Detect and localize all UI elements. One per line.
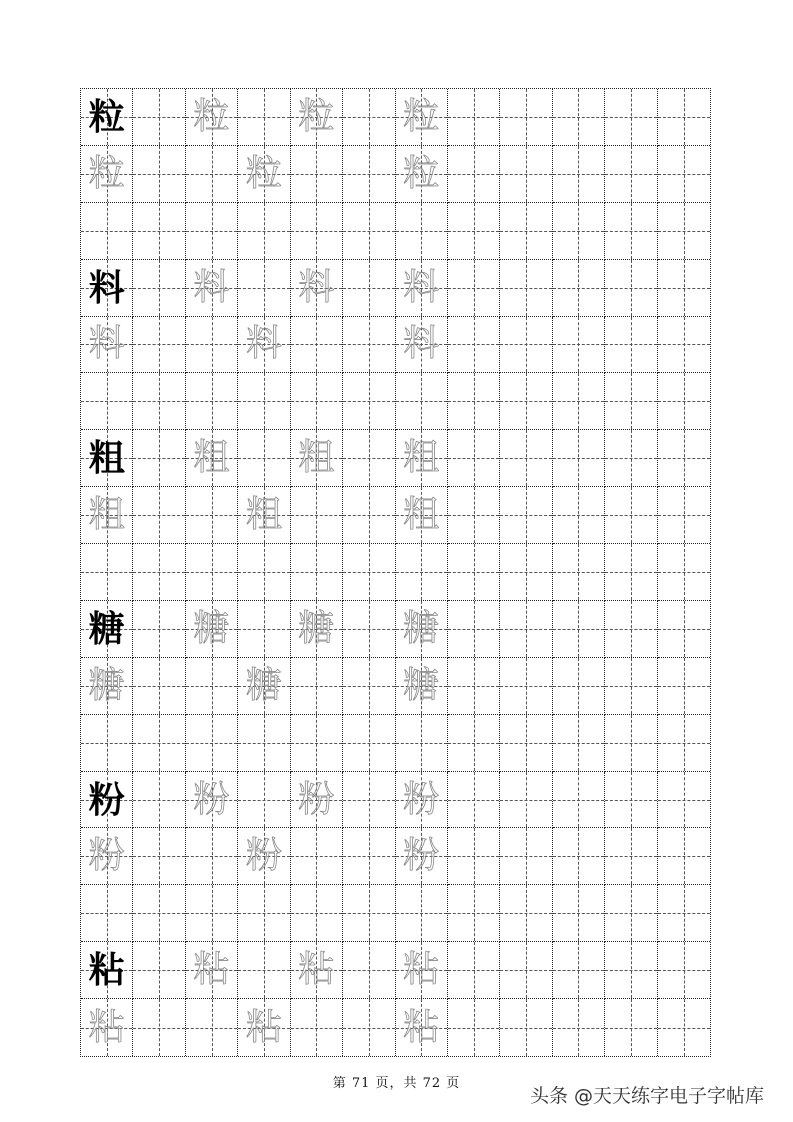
grid-cell — [605, 430, 657, 487]
grid-cell — [81, 487, 133, 544]
model-character: 粘 — [88, 949, 125, 992]
grid-cell — [396, 430, 448, 487]
trace-character: 粒 — [193, 95, 230, 137]
grid-cell — [396, 999, 448, 1056]
grid-cell — [605, 658, 657, 715]
grid-cell — [605, 601, 657, 658]
grid-cell — [343, 828, 395, 885]
grid-cell — [605, 317, 657, 374]
trace-character: 粗 — [193, 437, 230, 479]
trace-character: 粉 — [403, 835, 440, 877]
grid-cell — [238, 885, 290, 942]
grid-cell — [186, 658, 238, 715]
trace-character: 粗 — [403, 494, 440, 536]
grid-cell — [133, 487, 185, 544]
grid-cell — [238, 999, 290, 1056]
grid-cell — [396, 317, 448, 374]
practice-grid — [80, 88, 711, 1057]
grid-cell — [238, 658, 290, 715]
trace-character: 糖 — [193, 607, 230, 649]
grid-cell — [186, 885, 238, 942]
trace-character: 粘 — [403, 1006, 440, 1048]
grid-cell — [186, 544, 238, 601]
grid-cell — [396, 544, 448, 601]
grid-cell — [396, 772, 448, 829]
trace-character: 粒 — [245, 152, 282, 194]
grid-cell — [448, 146, 500, 203]
grid-cell — [605, 772, 657, 829]
grid-cell — [605, 715, 657, 772]
model-character: 粉 — [88, 778, 125, 821]
grid-cell — [81, 601, 133, 658]
grid-cell — [658, 942, 710, 999]
trace-character: 粘 — [298, 949, 335, 991]
grid-cell — [448, 601, 500, 658]
grid-cell — [448, 658, 500, 715]
grid-cell — [186, 430, 238, 487]
grid-cell — [396, 373, 448, 430]
grid-cell — [238, 828, 290, 885]
grid-cell — [291, 317, 343, 374]
grid-cell — [238, 544, 290, 601]
grid-cell — [500, 885, 552, 942]
grid-cell — [238, 772, 290, 829]
grid-cell — [448, 885, 500, 942]
model-character: 粗 — [88, 437, 125, 480]
grid-cell — [291, 601, 343, 658]
grid-cell — [553, 373, 605, 430]
grid-cell — [133, 203, 185, 260]
grid-cell — [133, 373, 185, 430]
grid-cell — [343, 487, 395, 544]
grid-cell — [81, 146, 133, 203]
grid-cell — [500, 373, 552, 430]
trace-character: 糖 — [88, 664, 125, 706]
grid-cell — [133, 89, 185, 146]
grid-cell — [238, 373, 290, 430]
grid-cell — [396, 885, 448, 942]
grid-cell — [81, 373, 133, 430]
grid-cell — [658, 999, 710, 1056]
grid-cell — [500, 317, 552, 374]
grid-cell — [500, 715, 552, 772]
grid-cell — [343, 430, 395, 487]
trace-character: 糖 — [298, 607, 335, 649]
grid-cell — [133, 999, 185, 1056]
grid-cell — [605, 260, 657, 317]
trace-character: 料 — [403, 266, 440, 308]
grid-cell — [605, 828, 657, 885]
grid-cell — [81, 828, 133, 885]
grid-cell — [186, 487, 238, 544]
trace-character: 粉 — [88, 835, 125, 877]
grid-cell — [448, 544, 500, 601]
grid-cell — [605, 885, 657, 942]
grid-cell — [553, 885, 605, 942]
grid-cell — [81, 658, 133, 715]
grid-cell — [238, 715, 290, 772]
grid-cell — [343, 601, 395, 658]
grid-cell — [605, 999, 657, 1056]
grid-cell — [658, 146, 710, 203]
grid-cell — [553, 487, 605, 544]
grid-cell — [553, 601, 605, 658]
grid-cell — [448, 772, 500, 829]
grid-cell — [448, 373, 500, 430]
grid-cell — [553, 772, 605, 829]
grid-cell — [605, 89, 657, 146]
grid-cell — [343, 999, 395, 1056]
grid-cell — [658, 828, 710, 885]
grid-cell — [553, 146, 605, 203]
grid-cell — [81, 942, 133, 999]
trace-character: 料 — [88, 323, 125, 365]
grid-cell — [500, 430, 552, 487]
grid-cell — [448, 999, 500, 1056]
trace-character: 粗 — [88, 494, 125, 536]
grid-cell — [133, 942, 185, 999]
grid-cell — [658, 544, 710, 601]
model-character: 粒 — [88, 95, 125, 138]
trace-character: 糖 — [403, 607, 440, 649]
grid-cell — [658, 487, 710, 544]
trace-character: 粒 — [403, 152, 440, 194]
grid-cell — [396, 658, 448, 715]
grid-cell — [396, 828, 448, 885]
grid-cell — [343, 260, 395, 317]
grid-cell — [343, 146, 395, 203]
grid-cell — [186, 942, 238, 999]
grid-cell — [553, 942, 605, 999]
trace-character: 粉 — [403, 778, 440, 820]
grid-cell — [186, 146, 238, 203]
trace-character: 粘 — [403, 949, 440, 991]
grid-cell — [500, 203, 552, 260]
grid-cell — [658, 89, 710, 146]
grid-cell — [500, 601, 552, 658]
grid-cell — [500, 658, 552, 715]
grid-cell — [396, 260, 448, 317]
grid-cell — [448, 317, 500, 374]
trace-character: 粉 — [298, 778, 335, 820]
grid-cell — [186, 772, 238, 829]
grid-cell — [343, 203, 395, 260]
grid-cell — [81, 715, 133, 772]
trace-character: 粉 — [245, 835, 282, 877]
grid-cell — [238, 942, 290, 999]
grid-cell — [291, 203, 343, 260]
grid-cell — [81, 885, 133, 942]
grid-cell — [605, 373, 657, 430]
grid-cell — [658, 317, 710, 374]
grid-cell — [81, 317, 133, 374]
grid-cell — [186, 89, 238, 146]
grid-cell — [291, 544, 343, 601]
grid-cell — [291, 89, 343, 146]
grid-cell — [81, 430, 133, 487]
grid-cell — [448, 828, 500, 885]
grid-cell — [605, 203, 657, 260]
grid-cell — [133, 715, 185, 772]
grid-cell — [238, 601, 290, 658]
model-character: 糖 — [88, 607, 125, 650]
grid-cell — [658, 772, 710, 829]
grid-cell — [343, 658, 395, 715]
grid-cell — [186, 828, 238, 885]
grid-cell — [553, 715, 605, 772]
grid-cell — [658, 203, 710, 260]
grid-cell — [343, 885, 395, 942]
grid-cell — [133, 658, 185, 715]
grid-cell — [448, 89, 500, 146]
grid-cell — [81, 772, 133, 829]
grid-cell — [658, 658, 710, 715]
grid-cell — [291, 999, 343, 1056]
grid-cell — [133, 885, 185, 942]
grid-cell — [448, 942, 500, 999]
grid-cell — [343, 715, 395, 772]
trace-character: 料 — [403, 323, 440, 365]
grid-cell — [291, 146, 343, 203]
trace-character: 粉 — [193, 778, 230, 820]
grid-cell — [291, 772, 343, 829]
grid-cell — [396, 203, 448, 260]
grid-cell — [605, 942, 657, 999]
grid-cell — [291, 260, 343, 317]
grid-cell — [500, 828, 552, 885]
grid-cell — [186, 203, 238, 260]
grid-cell — [81, 999, 133, 1056]
trace-character: 粘 — [245, 1006, 282, 1048]
grid-cell — [658, 601, 710, 658]
grid-cell — [133, 828, 185, 885]
grid-cell — [605, 146, 657, 203]
trace-character: 粗 — [298, 437, 335, 479]
grid-cell — [133, 772, 185, 829]
grid-cell — [553, 430, 605, 487]
grid-cell — [553, 317, 605, 374]
grid-cell — [291, 487, 343, 544]
grid-cell — [291, 715, 343, 772]
trace-character: 糖 — [245, 664, 282, 706]
grid-cell — [448, 203, 500, 260]
grid-cell — [133, 317, 185, 374]
grid-cell — [448, 430, 500, 487]
grid-cell — [658, 715, 710, 772]
grid-cell — [238, 203, 290, 260]
grid-cell — [291, 942, 343, 999]
grid-cell — [133, 146, 185, 203]
grid-cell — [81, 89, 133, 146]
grid-cell — [448, 487, 500, 544]
grid-cell — [238, 487, 290, 544]
grid-cell — [396, 715, 448, 772]
grid-cell — [500, 487, 552, 544]
trace-character: 粗 — [403, 437, 440, 479]
grid-cell — [238, 430, 290, 487]
grid-cell — [500, 942, 552, 999]
grid-cell — [658, 260, 710, 317]
grid-cell — [291, 658, 343, 715]
grid-cell — [133, 260, 185, 317]
grid-cell — [81, 544, 133, 601]
grid-cell — [343, 772, 395, 829]
trace-character: 粘 — [88, 1006, 125, 1048]
grid-cell — [553, 999, 605, 1056]
grid-cell — [133, 430, 185, 487]
grid-cell — [553, 89, 605, 146]
grid-cell — [500, 89, 552, 146]
grid-cell — [658, 373, 710, 430]
trace-character: 糖 — [403, 664, 440, 706]
grid-cell — [291, 373, 343, 430]
grid-cell — [605, 544, 657, 601]
trace-character: 粒 — [298, 95, 335, 137]
grid-cell — [238, 260, 290, 317]
grid-cell — [553, 544, 605, 601]
grid-cell — [343, 544, 395, 601]
trace-character: 粒 — [403, 95, 440, 137]
model-character: 料 — [88, 266, 125, 309]
trace-character: 粒 — [88, 152, 125, 194]
watermark: 头条 @天天练字电子字帖库 — [530, 1085, 765, 1107]
grid-cell — [500, 260, 552, 317]
grid-cell — [500, 772, 552, 829]
grid-cell — [553, 658, 605, 715]
trace-character: 料 — [298, 266, 335, 308]
grid-cell — [396, 601, 448, 658]
grid-cell — [186, 317, 238, 374]
grid-cell — [396, 146, 448, 203]
grid-cell — [343, 89, 395, 146]
grid-cell — [238, 146, 290, 203]
trace-character: 料 — [193, 266, 230, 308]
grid-cell — [500, 544, 552, 601]
grid-cell — [186, 715, 238, 772]
grid-cell — [291, 430, 343, 487]
grid-cell — [553, 203, 605, 260]
page-number: 第 71 页，共 72 页 — [332, 1076, 461, 1091]
grid-cell — [658, 885, 710, 942]
grid-cell — [186, 999, 238, 1056]
grid-cell — [500, 146, 552, 203]
grid-cell — [343, 942, 395, 999]
grid-cell — [396, 89, 448, 146]
trace-character: 料 — [245, 323, 282, 365]
grid-cell — [81, 260, 133, 317]
trace-character: 粗 — [245, 494, 282, 536]
grid-cell — [238, 317, 290, 374]
grid-cell — [133, 601, 185, 658]
grid-cell — [186, 601, 238, 658]
grid-cell — [448, 260, 500, 317]
grid-cell — [500, 999, 552, 1056]
grid-cell — [133, 544, 185, 601]
grid-cell — [81, 203, 133, 260]
grid-cell — [186, 373, 238, 430]
grid-cell — [186, 260, 238, 317]
grid-cell — [658, 430, 710, 487]
grid-cell — [291, 828, 343, 885]
grid-cell — [396, 942, 448, 999]
trace-character: 粘 — [193, 949, 230, 991]
grid-cell — [343, 373, 395, 430]
grid-cell — [238, 89, 290, 146]
grid-cell — [605, 487, 657, 544]
grid-cell — [343, 317, 395, 374]
grid-cell — [448, 715, 500, 772]
grid-cell — [291, 885, 343, 942]
grid-cell — [553, 260, 605, 317]
grid-cell — [396, 487, 448, 544]
grid-cell — [553, 828, 605, 885]
